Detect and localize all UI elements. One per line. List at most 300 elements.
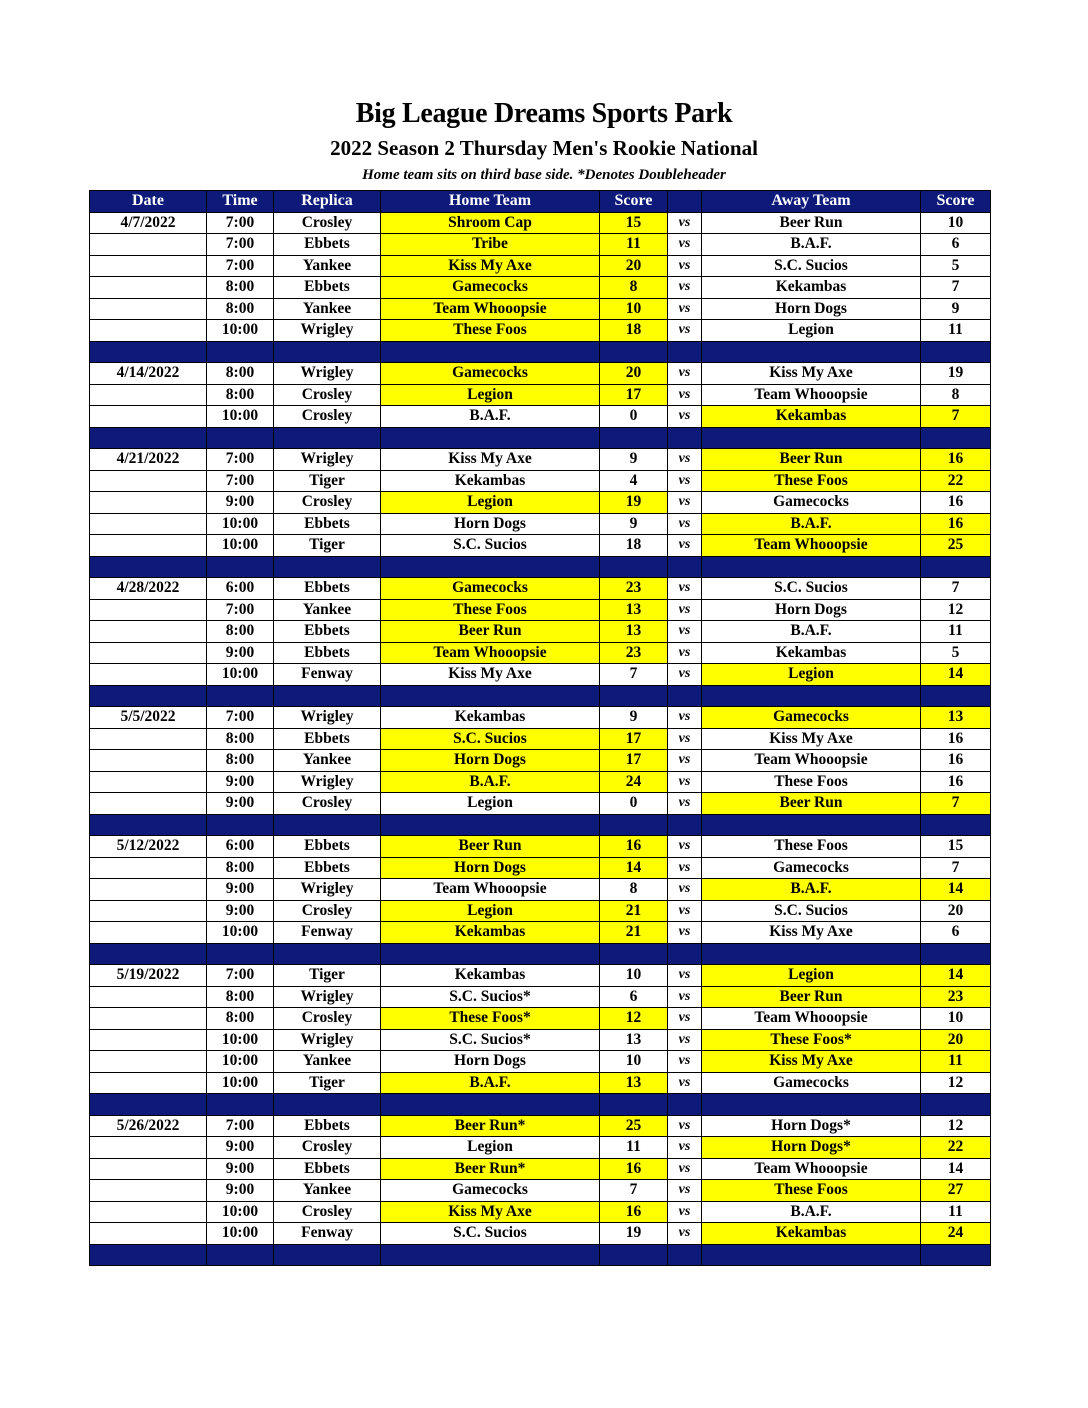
table-row	[90, 900, 991, 922]
replica-cell: Ebbets	[274, 234, 381, 256]
away-score-cell: 16	[921, 728, 991, 750]
week-separator	[90, 685, 991, 707]
home-team-cell: Kiss My Axe	[381, 449, 600, 471]
home-score-cell: 19	[600, 492, 668, 514]
table-row	[90, 642, 991, 664]
vs-cell: vs	[668, 965, 702, 987]
away-team-cell: Beer Run	[702, 793, 921, 815]
time-cell: 9:00	[207, 1137, 274, 1159]
date-cell	[90, 879, 207, 901]
time-cell: 6:00	[207, 836, 274, 858]
date-cell	[90, 1051, 207, 1073]
vs-cell: vs	[668, 255, 702, 277]
separator-cell	[600, 556, 668, 578]
away-score-cell: 27	[921, 1180, 991, 1202]
away-score-cell: 14	[921, 879, 991, 901]
away-team-cell: S.C. Sucios	[702, 578, 921, 600]
time-cell: 8:00	[207, 277, 274, 299]
time-cell: 10:00	[207, 406, 274, 428]
table-row	[90, 277, 991, 299]
date-cell	[90, 1201, 207, 1223]
away-score-cell: 7	[921, 578, 991, 600]
col-header-replica: Replica	[274, 191, 381, 213]
replica-cell: Wrigley	[274, 1029, 381, 1051]
home-score-cell: 23	[600, 578, 668, 600]
vs-cell: vs	[668, 771, 702, 793]
away-team-cell: These Foos*	[702, 1029, 921, 1051]
week-separator	[90, 341, 991, 363]
date-cell: 4/21/2022	[90, 449, 207, 471]
time-cell: 9:00	[207, 793, 274, 815]
replica-cell: Yankee	[274, 298, 381, 320]
time-cell: 8:00	[207, 298, 274, 320]
home-team-cell: These Foos*	[381, 1008, 600, 1030]
table-row	[90, 1008, 991, 1030]
week-separator	[90, 1094, 991, 1116]
time-cell: 8:00	[207, 621, 274, 643]
table-row	[90, 1223, 991, 1245]
home-score-cell: 19	[600, 1223, 668, 1245]
home-team-cell: Horn Dogs	[381, 513, 600, 535]
vs-cell: vs	[668, 1008, 702, 1030]
separator-cell	[702, 1094, 921, 1116]
separator-cell	[207, 685, 274, 707]
replica-cell: Tiger	[274, 1072, 381, 1094]
away-team-cell: Team Whooopsie	[702, 535, 921, 557]
home-team-cell: Gamecocks	[381, 1180, 600, 1202]
away-team-cell: S.C. Sucios	[702, 255, 921, 277]
home-team-cell: Legion	[381, 900, 600, 922]
vs-cell: vs	[668, 707, 702, 729]
home-team-cell: S.C. Sucios	[381, 728, 600, 750]
separator-cell	[702, 341, 921, 363]
time-cell: 8:00	[207, 750, 274, 772]
table-row	[90, 298, 991, 320]
time-cell: 7:00	[207, 965, 274, 987]
away-score-cell: 22	[921, 1137, 991, 1159]
home-score-cell: 0	[600, 406, 668, 428]
week-separator	[90, 556, 991, 578]
vs-cell: vs	[668, 298, 702, 320]
separator-cell	[702, 556, 921, 578]
home-team-cell: Legion	[381, 1137, 600, 1159]
home-score-cell: 12	[600, 1008, 668, 1030]
replica-cell: Crosley	[274, 384, 381, 406]
home-score-cell: 24	[600, 771, 668, 793]
separator-cell	[668, 1094, 702, 1116]
away-team-cell: Kiss My Axe	[702, 728, 921, 750]
away-team-cell: B.A.F.	[702, 513, 921, 535]
table-row	[90, 986, 991, 1008]
separator-cell	[207, 1244, 274, 1266]
vs-cell: vs	[668, 470, 702, 492]
time-cell: 9:00	[207, 900, 274, 922]
date-cell	[90, 406, 207, 428]
time-cell: 10:00	[207, 513, 274, 535]
date-cell	[90, 277, 207, 299]
home-score-cell: 16	[600, 1201, 668, 1223]
replica-cell: Ebbets	[274, 642, 381, 664]
table-row	[90, 320, 991, 342]
col-header-away-score: Score	[921, 191, 991, 213]
vs-cell: vs	[668, 728, 702, 750]
col-header-away-team: Away Team	[702, 191, 921, 213]
page-title: Big League Dreams Sports Park	[355, 98, 733, 129]
away-score-cell: 5	[921, 255, 991, 277]
date-cell	[90, 599, 207, 621]
replica-cell: Ebbets	[274, 857, 381, 879]
replica-cell: Crosley	[274, 212, 381, 234]
separator-cell	[600, 814, 668, 836]
table-row	[90, 879, 991, 901]
header-row	[90, 191, 991, 213]
separator-cell	[274, 814, 381, 836]
date-cell: 5/5/2022	[90, 707, 207, 729]
table-row	[90, 922, 991, 944]
vs-cell: vs	[668, 857, 702, 879]
time-cell: 10:00	[207, 1051, 274, 1073]
date-cell	[90, 664, 207, 686]
separator-cell	[600, 1244, 668, 1266]
table-row	[90, 1180, 991, 1202]
away-team-cell: Gamecocks	[702, 1072, 921, 1094]
time-cell: 10:00	[207, 1072, 274, 1094]
home-score-cell: 16	[600, 1158, 668, 1180]
replica-cell: Yankee	[274, 1051, 381, 1073]
home-team-cell: Shroom Cap	[381, 212, 600, 234]
separator-cell	[90, 341, 207, 363]
date-cell	[90, 492, 207, 514]
time-cell: 7:00	[207, 449, 274, 471]
home-score-cell: 7	[600, 1180, 668, 1202]
separator-cell	[207, 556, 274, 578]
time-cell: 10:00	[207, 320, 274, 342]
separator-cell	[207, 1094, 274, 1116]
date-cell	[90, 1137, 207, 1159]
away-score-cell: 5	[921, 642, 991, 664]
separator-cell	[274, 1244, 381, 1266]
vs-cell: vs	[668, 922, 702, 944]
date-cell	[90, 384, 207, 406]
table-row	[90, 728, 991, 750]
date-cell	[90, 535, 207, 557]
separator-cell	[702, 427, 921, 449]
date-cell	[90, 1008, 207, 1030]
date-cell	[90, 1180, 207, 1202]
date-cell	[90, 1029, 207, 1051]
home-team-cell: Kiss My Axe	[381, 255, 600, 277]
separator-cell	[90, 427, 207, 449]
time-cell: 10:00	[207, 922, 274, 944]
replica-cell: Yankee	[274, 255, 381, 277]
vs-cell: vs	[668, 384, 702, 406]
separator-cell	[600, 341, 668, 363]
away-team-cell: Kekambas	[702, 277, 921, 299]
separator-cell	[90, 943, 207, 965]
replica-cell: Ebbets	[274, 621, 381, 643]
away-score-cell: 16	[921, 771, 991, 793]
away-team-cell: Kekambas	[702, 406, 921, 428]
away-score-cell: 7	[921, 857, 991, 879]
time-cell: 10:00	[207, 1201, 274, 1223]
replica-cell: Crosley	[274, 900, 381, 922]
away-score-cell: 23	[921, 986, 991, 1008]
date-cell	[90, 771, 207, 793]
replica-cell: Ebbets	[274, 277, 381, 299]
separator-cell	[668, 943, 702, 965]
separator-cell	[381, 427, 600, 449]
table-row	[90, 470, 991, 492]
separator-cell	[381, 1244, 600, 1266]
home-score-cell: 17	[600, 384, 668, 406]
vs-cell: vs	[668, 1051, 702, 1073]
separator-cell	[90, 556, 207, 578]
home-score-cell: 9	[600, 707, 668, 729]
home-score-cell: 13	[600, 621, 668, 643]
away-score-cell: 14	[921, 664, 991, 686]
time-cell: 8:00	[207, 363, 274, 385]
away-score-cell: 14	[921, 1158, 991, 1180]
table-row	[90, 707, 991, 729]
time-cell: 7:00	[207, 234, 274, 256]
home-team-cell: Beer Run*	[381, 1158, 600, 1180]
vs-cell: vs	[668, 277, 702, 299]
away-team-cell: Horn Dogs	[702, 599, 921, 621]
vs-cell: vs	[668, 836, 702, 858]
separator-cell	[668, 556, 702, 578]
separator-cell	[702, 814, 921, 836]
home-score-cell: 10	[600, 1051, 668, 1073]
home-score-cell: 10	[600, 965, 668, 987]
replica-cell: Crosley	[274, 1008, 381, 1030]
away-score-cell: 10	[921, 1008, 991, 1030]
time-cell: 9:00	[207, 1180, 274, 1202]
home-team-cell: Kekambas	[381, 470, 600, 492]
table-row	[90, 771, 991, 793]
home-score-cell: 21	[600, 922, 668, 944]
separator-cell	[381, 341, 600, 363]
home-team-cell: Legion	[381, 492, 600, 514]
table-row	[90, 1201, 991, 1223]
date-cell	[90, 900, 207, 922]
table-row	[90, 234, 991, 256]
vs-cell: vs	[668, 1072, 702, 1094]
date-cell	[90, 298, 207, 320]
away-team-cell: Team Whooopsie	[702, 384, 921, 406]
separator-cell	[381, 556, 600, 578]
home-score-cell: 14	[600, 857, 668, 879]
time-cell: 6:00	[207, 578, 274, 600]
vs-cell: vs	[668, 621, 702, 643]
table-row	[90, 449, 991, 471]
replica-cell: Crosley	[274, 492, 381, 514]
home-team-cell: Legion	[381, 793, 600, 815]
replica-cell: Ebbets	[274, 728, 381, 750]
table-row	[90, 492, 991, 514]
separator-cell	[207, 814, 274, 836]
away-team-cell: Gamecocks	[702, 707, 921, 729]
date-cell	[90, 234, 207, 256]
home-score-cell: 21	[600, 900, 668, 922]
vs-cell: vs	[668, 363, 702, 385]
separator-cell	[668, 814, 702, 836]
separator-cell	[207, 427, 274, 449]
separator-cell	[668, 1244, 702, 1266]
table-row	[90, 578, 991, 600]
schedule-body	[90, 212, 991, 1266]
replica-cell: Wrigley	[274, 879, 381, 901]
time-cell: 8:00	[207, 728, 274, 750]
away-score-cell: 11	[921, 320, 991, 342]
replica-cell: Ebbets	[274, 1158, 381, 1180]
date-cell: 4/7/2022	[90, 212, 207, 234]
away-score-cell: 25	[921, 535, 991, 557]
replica-cell: Wrigley	[274, 449, 381, 471]
away-team-cell: These Foos	[702, 1180, 921, 1202]
vs-cell: vs	[668, 1115, 702, 1137]
vs-cell: vs	[668, 642, 702, 664]
away-score-cell: 19	[921, 363, 991, 385]
home-team-cell: Gamecocks	[381, 578, 600, 600]
separator-cell	[381, 1094, 600, 1116]
vs-cell: vs	[668, 492, 702, 514]
away-team-cell: Gamecocks	[702, 857, 921, 879]
away-score-cell: 16	[921, 492, 991, 514]
date-cell: 4/14/2022	[90, 363, 207, 385]
away-score-cell: 7	[921, 406, 991, 428]
replica-cell: Wrigley	[274, 986, 381, 1008]
home-team-cell: These Foos	[381, 320, 600, 342]
home-team-cell: Kekambas	[381, 965, 600, 987]
home-team-cell: S.C. Sucios*	[381, 986, 600, 1008]
separator-cell	[274, 556, 381, 578]
time-cell: 8:00	[207, 986, 274, 1008]
separator-cell	[668, 427, 702, 449]
date-cell	[90, 986, 207, 1008]
home-score-cell: 9	[600, 449, 668, 471]
vs-cell: vs	[668, 1158, 702, 1180]
away-score-cell: 9	[921, 298, 991, 320]
replica-cell: Crosley	[274, 406, 381, 428]
away-team-cell: S.C. Sucios	[702, 900, 921, 922]
vs-cell: vs	[668, 1180, 702, 1202]
home-score-cell: 9	[600, 513, 668, 535]
separator-cell	[668, 685, 702, 707]
home-team-cell: Beer Run*	[381, 1115, 600, 1137]
home-team-cell: Team Whooopsie	[381, 298, 600, 320]
home-team-cell: Beer Run	[381, 621, 600, 643]
schedule-table	[89, 190, 991, 1266]
time-cell: 9:00	[207, 879, 274, 901]
home-team-cell: Kekambas	[381, 922, 600, 944]
date-cell: 4/28/2022	[90, 578, 207, 600]
away-score-cell: 16	[921, 750, 991, 772]
away-team-cell: Legion	[702, 320, 921, 342]
replica-cell: Tiger	[274, 470, 381, 492]
home-score-cell: 10	[600, 298, 668, 320]
vs-cell: vs	[668, 449, 702, 471]
separator-cell	[921, 1094, 991, 1116]
table-row	[90, 384, 991, 406]
home-score-cell: 15	[600, 212, 668, 234]
replica-cell: Ebbets	[274, 1115, 381, 1137]
home-score-cell: 20	[600, 363, 668, 385]
away-score-cell: 12	[921, 1072, 991, 1094]
home-team-cell: Horn Dogs	[381, 750, 600, 772]
home-team-cell: B.A.F.	[381, 771, 600, 793]
table-row	[90, 599, 991, 621]
vs-cell: vs	[668, 599, 702, 621]
vs-cell: vs	[668, 1223, 702, 1245]
time-cell: 10:00	[207, 1029, 274, 1051]
table-row	[90, 1115, 991, 1137]
separator-cell	[207, 341, 274, 363]
away-team-cell: Kiss My Axe	[702, 1051, 921, 1073]
table-row	[90, 513, 991, 535]
time-cell: 9:00	[207, 642, 274, 664]
separator-cell	[274, 341, 381, 363]
away-score-cell: 22	[921, 470, 991, 492]
home-team-cell: S.C. Sucios	[381, 535, 600, 557]
home-score-cell: 11	[600, 1137, 668, 1159]
replica-cell: Ebbets	[274, 836, 381, 858]
table-row	[90, 836, 991, 858]
home-score-cell: 18	[600, 320, 668, 342]
separator-cell	[702, 685, 921, 707]
away-score-cell: 14	[921, 965, 991, 987]
separator-cell	[600, 1094, 668, 1116]
away-team-cell: These Foos	[702, 771, 921, 793]
home-score-cell: 4	[600, 470, 668, 492]
date-cell	[90, 513, 207, 535]
table-row	[90, 1051, 991, 1073]
time-cell: 10:00	[207, 535, 274, 557]
table-row	[90, 793, 991, 815]
replica-cell: Crosley	[274, 793, 381, 815]
away-score-cell: 8	[921, 384, 991, 406]
home-score-cell: 17	[600, 728, 668, 750]
away-score-cell: 10	[921, 212, 991, 234]
home-score-cell: 13	[600, 599, 668, 621]
replica-cell: Ebbets	[274, 578, 381, 600]
vs-cell: vs	[668, 212, 702, 234]
separator-cell	[207, 943, 274, 965]
away-score-cell: 15	[921, 836, 991, 858]
away-score-cell: 12	[921, 1115, 991, 1137]
separator-cell	[274, 1094, 381, 1116]
home-score-cell: 11	[600, 234, 668, 256]
home-score-cell: 13	[600, 1029, 668, 1051]
separator-cell	[702, 1244, 921, 1266]
date-cell: 5/12/2022	[90, 836, 207, 858]
date-cell	[90, 642, 207, 664]
separator-cell	[921, 1244, 991, 1266]
vs-cell: vs	[668, 664, 702, 686]
away-team-cell: Team Whooopsie	[702, 750, 921, 772]
away-team-cell: Kekambas	[702, 1223, 921, 1245]
table-row	[90, 857, 991, 879]
away-team-cell: B.A.F.	[702, 879, 921, 901]
replica-cell: Wrigley	[274, 363, 381, 385]
time-cell: 7:00	[207, 212, 274, 234]
home-team-cell: S.C. Sucios	[381, 1223, 600, 1245]
time-cell: 9:00	[207, 492, 274, 514]
home-team-cell: Team Whooopsie	[381, 879, 600, 901]
separator-cell	[274, 427, 381, 449]
away-score-cell: 11	[921, 1051, 991, 1073]
time-cell: 7:00	[207, 255, 274, 277]
separator-cell	[600, 943, 668, 965]
